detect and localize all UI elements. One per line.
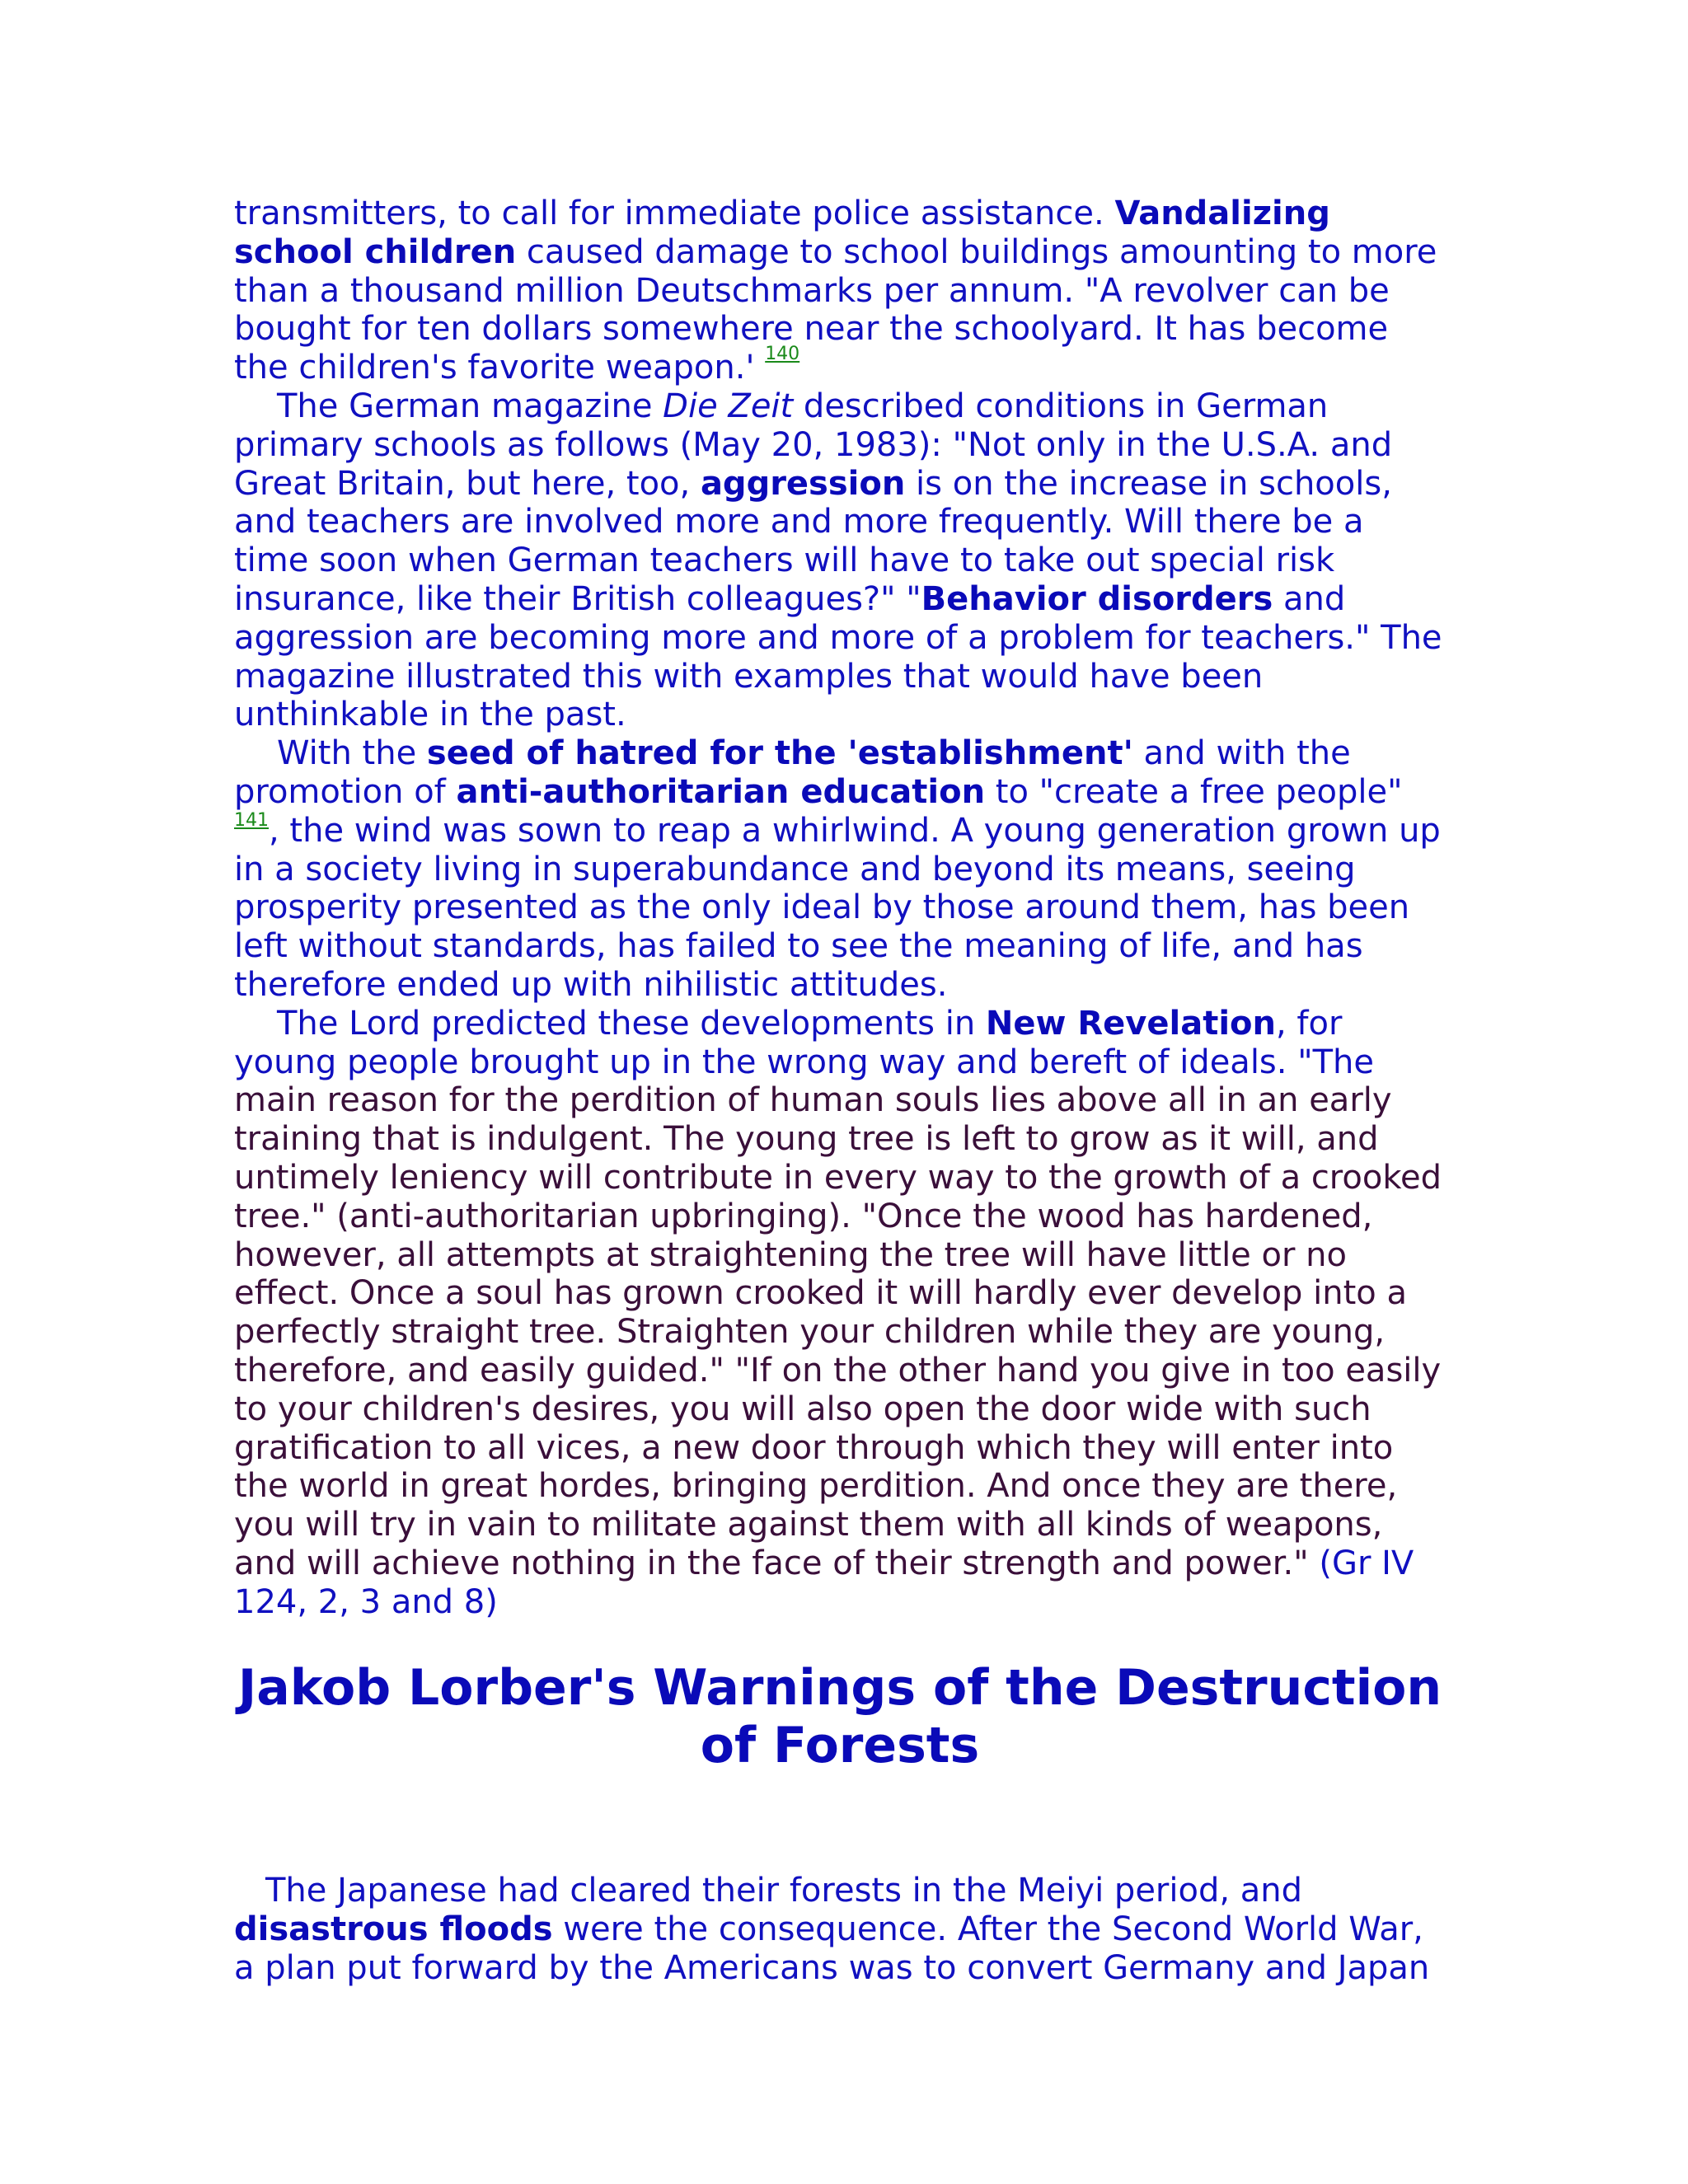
bold-term: New Revelation bbox=[985, 1004, 1276, 1043]
text-column bbox=[234, 194, 1446, 1988]
text-run: The Lord predicted these developments in bbox=[277, 1004, 986, 1043]
bold-term: disastrous floods bbox=[234, 1910, 553, 1949]
spacer bbox=[234, 1774, 1446, 1872]
text-run: were the consequence. After the Second World War, a plan put forward by the Americans was to convert Germany and Japan bbox=[234, 1910, 1430, 1988]
bold-term: Vandalizing school children bbox=[234, 194, 1330, 271]
bold-term: aggression bbox=[700, 464, 906, 503]
text-run: to "create a free people" bbox=[985, 772, 1403, 811]
paragraph-5 bbox=[234, 1872, 1446, 1987]
text-run: With the bbox=[277, 734, 427, 773]
italic-title: Die Zeit bbox=[663, 387, 794, 425]
bold-term: seed of hatred for the 'establishment' bbox=[426, 734, 1133, 773]
footnote-link-140[interactable]: 140 bbox=[765, 344, 800, 365]
paragraph-2 bbox=[234, 387, 1446, 734]
text-run: transmitters, to call for immediate police assistance. bbox=[234, 194, 1115, 232]
bold-term: anti-authoritarian education bbox=[456, 772, 986, 811]
footnote-link-141[interactable]: 141 bbox=[234, 809, 269, 831]
text-run: The Japanese had cleared their forests in the Meiyi period, and bbox=[265, 1872, 1303, 1910]
paragraph-1 bbox=[234, 194, 1446, 387]
quotation: main reason for the perdition of human souls lies above all in an early training that is indulgent. The young tree is left to grow as it will, and untimely leniency will contribute in every way to the growth of a crooked tree." (anti-authoritarian upbringing). "Once the wood has hardened, however, all attempts at straightening the tree will have little or no effect. Once a soul has grown crooked it will hardly ever develop into a perfectly straight tree. Straighten your children while they are young, therefore, and easily guided." "If on the other hand you give in too easily to your children's desires, you will also open the door wide with such gratification to all vices, a new door through which they will enter into the world in great hordes, bringing perdition. And once they are there, you will try in vain to militate against them with all kinds of weapons, and will achieve nothing in the face of their strength and power." bbox=[234, 1081, 1442, 1582]
text-run: , for young people brought up in the wrong way and bereft of ideals. "The bbox=[234, 1004, 1374, 1081]
text-run: and aggression are becoming more and more of a problem for teachers." The magazine illustrated this with examples that would have been unthinkable in the past. bbox=[234, 579, 1442, 734]
text-run: and with the promotion of bbox=[234, 734, 1351, 811]
section-heading: Jakob Lorber's Warnings of the Destruction of Forests bbox=[237, 1659, 1442, 1775]
text-run: caused damage to school buildings amounting to more than a thousand million Deutschmarks per annum. "A revolver can be bought for ten dollars somewhere near the schoolyard. It has become the children's favorite weapon.' bbox=[234, 232, 1437, 387]
text-run: described conditions in German primary schools as follows (May 20, 1983): "Not only in the U.S.A. and Great Britain, but here, too, bbox=[234, 387, 1393, 503]
bold-term: Behavior disorders bbox=[921, 579, 1273, 618]
citation: (Gr IV 124, 2, 3 and 8) bbox=[234, 1544, 1414, 1621]
text-run: The German magazine bbox=[277, 387, 663, 425]
text-run: is on the increase in schools, and teachers are involved more and more frequently. Will there be a time soon when German teachers will have to take out special risk insurance, like their British colleagues?" " bbox=[234, 464, 1392, 618]
paragraph-3 bbox=[234, 734, 1446, 1005]
paragraph-4 bbox=[234, 1005, 1446, 1622]
text-run: , the wind was sown to reap a whirlwind. A young generation grown up in a society living in superabundance and beyond its means, seeing prosperity presented as the only ideal by those around them, has been left without standards, has failed to see the meaning of life, and has therefore ended up with nihilistic attitudes. bbox=[234, 811, 1441, 1004]
